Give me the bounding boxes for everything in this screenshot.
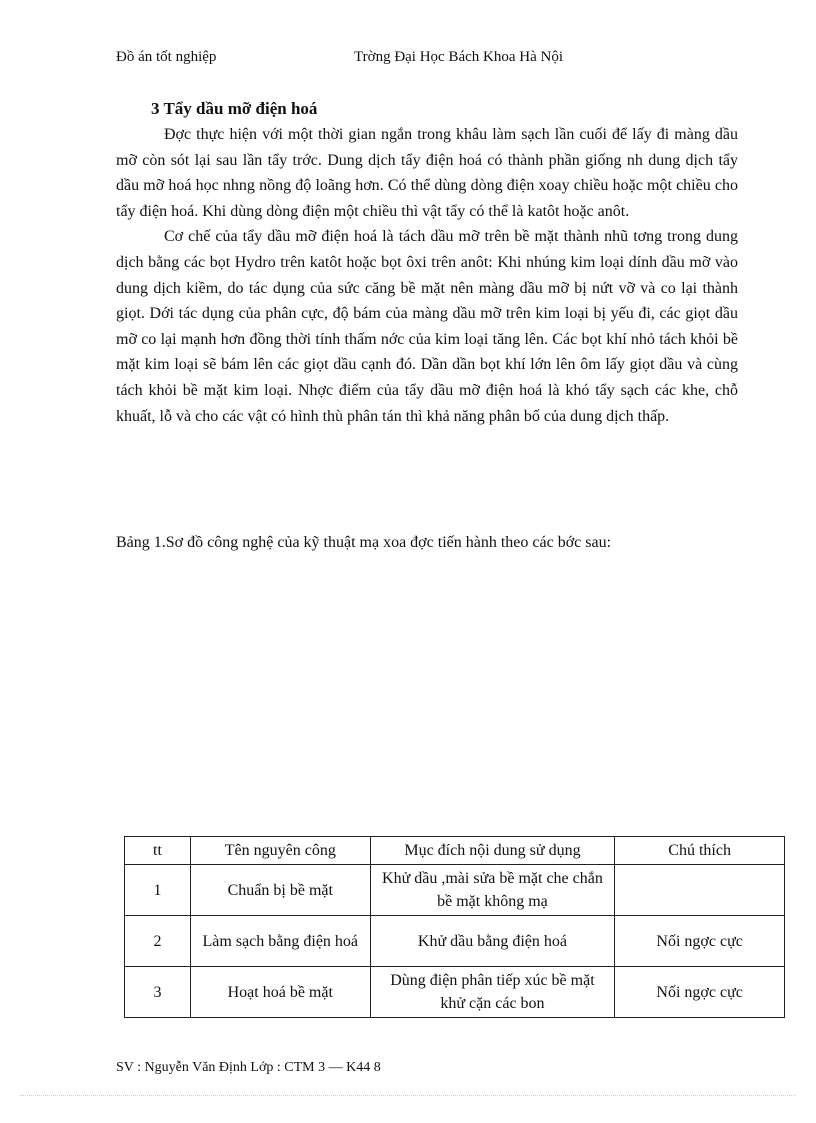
paragraph-2: Cơ chế của tẩy dầu mỡ điện hoá là tách dầu mỡ trên bề mặt thành nhũ tơng trong dung dịch bằng các bọt Hydro trên katôt hoặc bọt ôxi trên anôt: Khi nhúng kim loại dính dầu mỡ vào dung dịch kiềm, do tác dụng của sức căng bề mặt nên màng dầu mỡ bị nứt vỡ và co lại thành giọt. Dới tác dụng của phân cực, độ bám của màng dầu mỡ trên kim loại bị yếu đi, các giọt dầu mỡ co lại mạnh hơn đồng thời tính thấm nớc của kim loại tăng lên. Các bọt khí nhỏ tách khỏi bề mặt kim loại sẽ bám lên các giọt dầu cạnh đó. Dần dần bọt khí lớn lên ôm lấy giọt dầu và cùng tách khỏi bề mặt kim loại. Nhợc điểm của tẩy dầu mỡ điện hoá là khó tẩy sạch các khe, chỗ khuất, lỗ và cho các vật có hình thù phân tán thì khả năng phân bố của dung dịch thấp. [116, 228, 738, 425]
cell-purpose: Dùng điện phân tiếp xúc bề mặt khử cặn các bon [370, 967, 615, 1018]
process-table [124, 836, 785, 1018]
cell-note: Nối ngợc cực [615, 967, 785, 1018]
table-row [125, 865, 785, 916]
page-header [116, 49, 716, 71]
cell-purpose: Khử dầu ,mài sửa bề mặt che chắn bề mặt không mạ [370, 865, 615, 916]
page-footer: SV : Nguyễn Văn Định Lớp : CTM 3 — K44 8 [116, 1060, 381, 1075]
header-cell-operation: Tên nguyên công [190, 837, 370, 865]
table-caption: Bảng 1.Sơ đồ công nghệ của kỹ thuật mạ xoa đợc tiến hành theo các bớc sau: [116, 534, 612, 551]
header-university: Trờng Đại Học Bách Khoa Hà Nội [354, 49, 564, 65]
body-text [116, 122, 738, 429]
header-cell-tt: tt [125, 837, 191, 865]
cell-operation: Chuẩn bị bề mặt [190, 865, 370, 916]
cell-tt: 2 [125, 916, 191, 967]
paragraph-1: Đợc thực hiện với một thời gian ngắn trong khâu làm sạch lần cuối để lấy đi màng dầu mỡ còn sót lại sau lần tẩy trớc. Dung dịch tẩy điện hoá có thành phần giống nh dung dịch tẩy dầu mỡ hoá học nhng nồng độ loãng hơn. Có thể dùng dòng điện xoay chiều hoặc một chiều cho tẩy điện hoá. Khi dùng dòng điện một chiều thì vật tẩy có thể là katôt hoặc anôt. [116, 126, 738, 220]
section-title: 3 Tẩy dầu mỡ điện hoá [151, 99, 318, 118]
header-cell-note: Chú thích [615, 837, 785, 865]
table-header-row [125, 837, 785, 865]
table-row [125, 916, 785, 967]
header-cell-purpose: Mục đích nội dung sử dụng [370, 837, 615, 865]
header-thesis-label: Đồ án tốt nghiệp [116, 49, 217, 65]
cell-operation: Hoạt hoá bề mặt [190, 967, 370, 1018]
cell-note [615, 865, 785, 916]
cell-tt: 1 [125, 865, 191, 916]
table-row [125, 967, 785, 1018]
cell-tt: 3 [125, 967, 191, 1018]
cell-operation: Làm sạch bằng điện hoá [190, 916, 370, 967]
cell-purpose: Khử dầu bằng điện hoá [370, 916, 615, 967]
page-bottom-divider [20, 1095, 796, 1096]
cell-note: Nối ngợc cực [615, 916, 785, 967]
